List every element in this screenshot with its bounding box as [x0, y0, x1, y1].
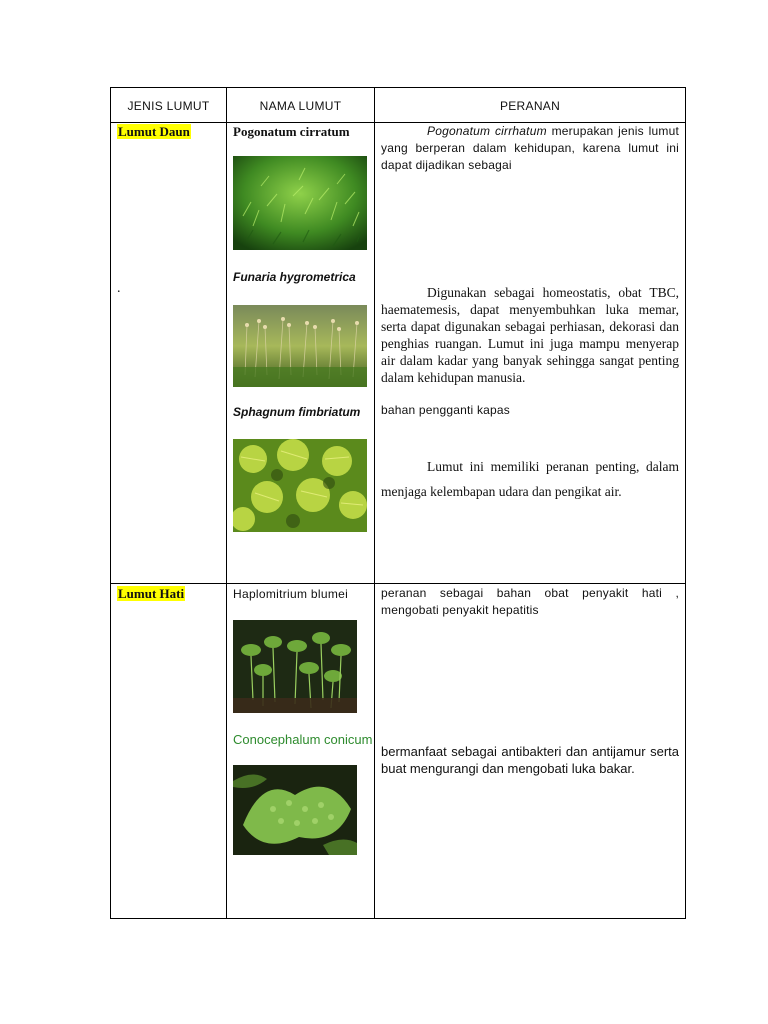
conocephalum-liverwort-photo: [233, 765, 357, 855]
row-lumut-daun: [117, 123, 191, 141]
jenis-lumut-label: Lumut Daun: [118, 124, 190, 139]
peranan-paragraph: peranan sebagai bahan obat penyakit hati , mengobati penyakit hepatitis: [381, 586, 679, 617]
stray-dot: .: [117, 281, 121, 296]
species-name: Sphagnum fimbriatum: [233, 405, 361, 419]
header-jenis-lumut: JENIS LUMUT: [127, 98, 210, 113]
haplomitrium-liverwort-photo: [233, 620, 357, 713]
peranan-paragraph: Pogonatum cirrhatum merupakan jenis lumut yang berperan dalam kehidupan, karena lumut ini dapat dijadikan sebagai: [381, 124, 679, 172]
species-name: Funaria hygrometrica: [233, 270, 356, 284]
header-nama-lumut: NAMA LUMUT: [259, 98, 342, 113]
row-lumut-hati: [117, 585, 185, 603]
peranan-paragraph: bermanfaat sebagai antibakteri dan antijamur serta buat mengurangi dan mengobati luka bakar.: [381, 744, 679, 776]
peranan-paragraph: Lumut ini memiliki peranan penting, dalam menjaga kelembapan udara dan pengikat air.: [381, 459, 679, 499]
row-divider: [111, 583, 685, 584]
column-divider: [374, 88, 375, 918]
moss-table: [110, 87, 686, 919]
species-name: Pogonatum cirratum: [233, 124, 350, 139]
species-name: Haplomitrium blumei: [233, 587, 349, 601]
sphagnum-moss-photo: [233, 439, 367, 532]
species-name: Conocephalum conicum: [233, 732, 373, 747]
column-divider: [226, 88, 227, 918]
header-peranan: PERANAN: [499, 98, 561, 113]
species-italic-ref: Pogonatum cirrhatum: [427, 124, 547, 138]
pogonatum-moss-photo: [233, 156, 367, 250]
peranan-paragraph: Digunakan sebagai homeostatis, obat TBC, haematemesis, dapat menyembuhkan luka memar, serta dapat digunakan sebagai perhiasan, dekorasi dan penghias ruangan. Lumut ini juga mampu menyerap air dalam kadar yang banyak sehingga sangat penting dalam kehidupan manusia.: [381, 285, 679, 385]
funaria-moss-photo: [233, 305, 367, 387]
jenis-lumut-label: Lumut Hati: [118, 586, 185, 601]
peranan-paragraph: bahan pengganti kapas: [381, 403, 510, 417]
